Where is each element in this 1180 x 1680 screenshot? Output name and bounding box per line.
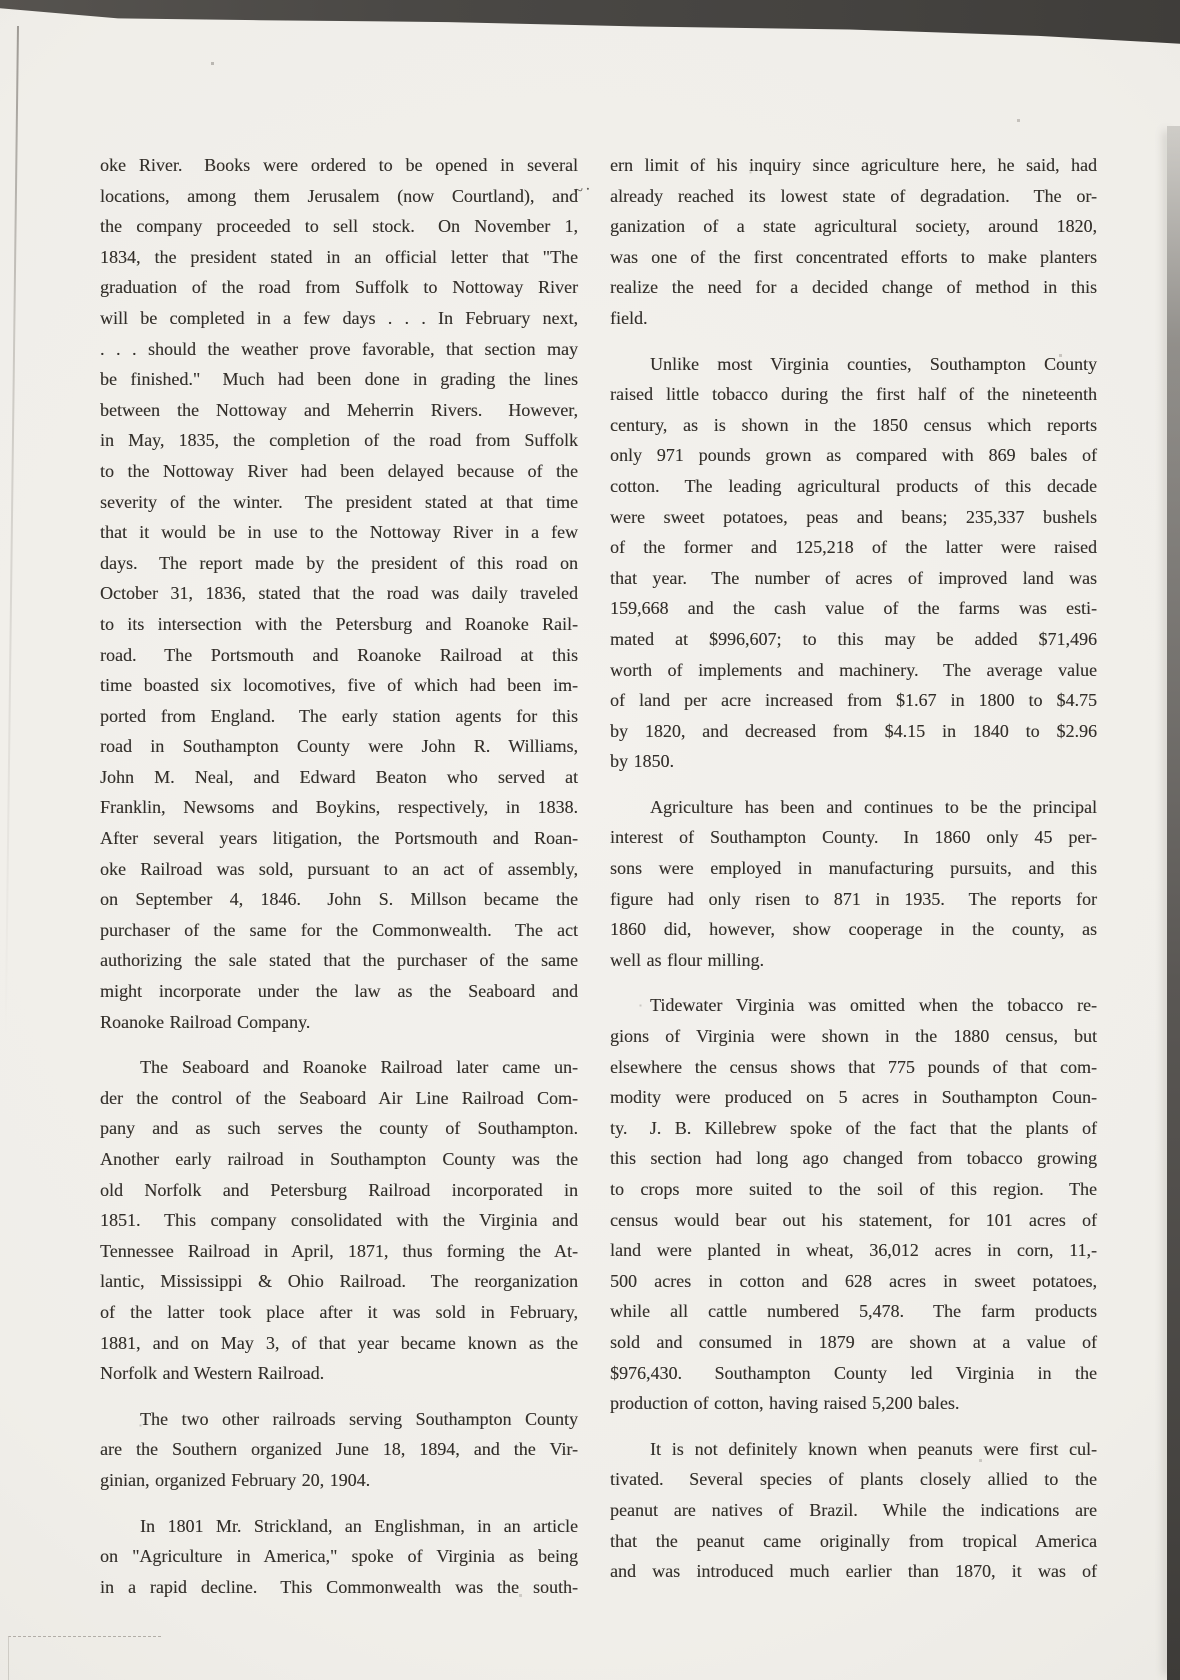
text-line: pany and as such serves the county of Southampton.	[100, 1118, 578, 1139]
text-line: only 971 pounds grown as compared with 869 bales of	[610, 445, 1097, 466]
scan-artifact	[8, 1636, 161, 1680]
text-line: October 31, 1836, stated that the road was daily traveled	[100, 583, 578, 604]
paragraph	[610, 990, 1097, 1418]
text-line: lantic, Mississippi & Ohio Railroad. The reorganization	[100, 1271, 578, 1292]
text-line: The two other railroads serving Southampton County	[140, 1408, 578, 1429]
text-columns	[100, 150, 1097, 1602]
text-line: that the peanut came originally from tropical America	[610, 1530, 1097, 1551]
left-column	[100, 150, 578, 1602]
text-line: peanut are natives of Brazil. While the indications are	[610, 1499, 1097, 1520]
text-line: oke River. Books were ordered to be opened in several	[100, 155, 578, 175]
text-line: of the former and 125,218 of the latter were raised	[610, 537, 1097, 558]
text-line: gions of Virginia were shown in the 1880 census, but	[610, 1026, 1097, 1047]
text-line: road in Southampton County were John R. Williams,	[100, 736, 578, 757]
text-line: elsewhere the census shows that 775 pounds of that com-	[610, 1056, 1097, 1077]
text-line: cotton. The leading agricultural products of this decade	[610, 475, 1097, 496]
text-line: ported from England. The early station agents for this	[100, 705, 578, 726]
text-line: by 1820, and decreased from $4.15 in 1840 to $2.96	[610, 720, 1097, 741]
text-line: severity of the winter. The president stated at that time	[100, 491, 578, 512]
text-line: 159,668 and the cash value of the farms was esti-	[610, 598, 1097, 619]
paragraph	[100, 1052, 578, 1389]
text-line: interest of Southampton County. In 1860 only 45 per-	[610, 827, 1097, 848]
paragraph	[100, 1404, 578, 1496]
paragraph	[610, 150, 1097, 334]
text-line: field.	[610, 307, 648, 328]
text-line: this section had long ago changed from tobacco growing	[610, 1148, 1097, 1169]
text-line: time boasted six locomotives, five of which had been im-	[100, 675, 578, 696]
paragraph	[610, 1434, 1097, 1587]
text-line: $976,430. Southampton County led Virginia in the	[610, 1362, 1097, 1383]
text-line: graduation of the road from Suffolk to Nottoway River	[100, 277, 578, 298]
text-line: In 1801 Mr. Strickland, an Englishman, in an article	[140, 1515, 578, 1536]
text-line: Agriculture has been and continues to be the principal	[650, 796, 1097, 817]
page-fold-line	[5, 26, 19, 1036]
scan-right-edge-shadow	[1167, 126, 1180, 1680]
text-line: century, as is shown in the 1850 census which reports	[610, 414, 1097, 435]
text-line: 500 acres in cotton and 628 acres in sweet potatoes,	[610, 1270, 1097, 1291]
text-line: Franklin, Newsoms and Boykins, respectively, in 1838.	[100, 797, 578, 818]
text-line: well as flour milling.	[610, 949, 764, 970]
text-line: sons were employed in manufacturing pursuits, and this	[610, 858, 1097, 879]
text-line: modity were produced on 5 acres in Southampton Coun-	[610, 1087, 1097, 1108]
text-line: the company proceeded to sell stock. On November 1,	[100, 216, 578, 237]
text-line: figure had only risen to 871 in 1935. The reports for	[610, 888, 1097, 909]
text-line: on September 4, 1846. John S. Millson became the	[100, 889, 578, 910]
text-line: It is not definitely known when peanuts were first cul-	[650, 1438, 1097, 1459]
text-line: . . . should the weather prove favorable, that section may	[100, 338, 578, 359]
pencil-margin-mark: ~·	[572, 178, 595, 201]
text-line: ty. J. B. Killebrew spoke of the fact that the plants of	[610, 1117, 1097, 1138]
text-line: 1860 did, however, show cooperage in the county, as	[610, 919, 1097, 940]
paragraph	[100, 150, 578, 1037]
text-line: worth of implements and machinery. The average value	[610, 659, 1097, 680]
text-line: land were planted in wheat, 36,012 acres in corn, 11,-	[610, 1240, 1097, 1261]
text-line: while all cattle numbered 5,478. The farm products	[610, 1301, 1097, 1322]
text-line: will be completed in a few days . . . In February next,	[100, 307, 578, 328]
text-line: Norfolk and Western Railroad.	[100, 1363, 325, 1384]
text-line: to its intersection with the Petersburg and Roanoke Rail-	[100, 613, 578, 634]
text-line: Roanoke Railroad Company.	[100, 1011, 311, 1032]
text-line: in May, 1835, the completion of the road from Suffolk	[100, 430, 578, 451]
text-line: was one of the first concentrated efforts to make planters	[610, 246, 1097, 267]
text-line: Unlike most Virginia counties, Southampton County	[650, 353, 1097, 374]
text-line: John M. Neal, and Edward Beaton who served at	[100, 766, 578, 787]
text-line: road. The Portsmouth and Roanoke Railroad at this	[100, 644, 578, 665]
text-line: are the Southern organized June 18, 1894, and the Vir-	[100, 1439, 578, 1460]
text-line: to the Nottoway River had been delayed because of the	[100, 460, 578, 481]
text-line: of land per acre increased from $1.67 in 1800 to $4.75	[610, 690, 1097, 711]
text-line: ginian, organized February 20, 1904.	[100, 1469, 371, 1490]
text-line: census would bear out his statement, for 101 acres of	[610, 1209, 1097, 1230]
text-line: in a rapid decline. This Commonwealth was the south-	[100, 1576, 578, 1597]
text-line: old Norfolk and Petersburg Railroad incorporated in	[100, 1179, 578, 1200]
text-line: that year. The number of acres of improved land was	[610, 567, 1097, 588]
text-line: and was introduced much earlier than 1870, it was of	[610, 1561, 1097, 1582]
text-line: sold and consumed in 1879 are shown at a value of	[610, 1331, 1097, 1352]
text-line: realize the need for a decided change of method in this	[610, 277, 1097, 298]
text-line: were sweet potatoes, peas and beans; 235,337 bushels	[610, 506, 1097, 527]
dust-specks	[0, 0, 1, 1]
text-line: 1881, and on May 3, of that year became known as the	[100, 1332, 578, 1353]
text-line: After several years litigation, the Portsmouth and Roan-	[100, 828, 578, 849]
paragraph	[610, 792, 1097, 976]
text-line: oke Railroad was sold, pursuant to an act of assembly,	[100, 858, 578, 879]
text-line: 1851. This company consolidated with the Virginia and	[100, 1210, 578, 1231]
text-line: The Seaboard and Roanoke Railroad later came un-	[140, 1057, 578, 1078]
text-line: might incorporate under the law as the Seaboard and	[100, 981, 578, 1002]
text-line: be finished." Much had been done in grading the lines	[100, 369, 578, 390]
scan-top-edge-shadow	[0, 0, 1180, 46]
text-line: on "Agriculture in America," spoke of Virginia as being	[100, 1546, 578, 1567]
text-line: days. The report made by the president of this road on	[100, 552, 578, 573]
text-line: purchaser of the same for the Commonwealth. The act	[100, 919, 578, 940]
text-line: ern limit of his inquiry since agriculture here, he said, had	[610, 155, 1097, 175]
text-line: by 1850.	[610, 751, 674, 772]
text-line: production of cotton, having raised 5,200 bales.	[610, 1393, 960, 1414]
text-line: to crops more suited to the soil of this region. The	[610, 1179, 1097, 1199]
text-line: that it would be in use to the Nottoway River in a few	[100, 522, 578, 543]
text-line: locations, among them Jerusalem (now Courtland), and	[100, 185, 578, 206]
text-line: between the Nottoway and Meherrin Rivers. However,	[100, 399, 578, 420]
text-line: 1834, the president stated in an official letter that "The	[100, 246, 578, 267]
text-line: der the control of the Seaboard Air Line Railroad Com-	[100, 1087, 578, 1108]
paragraph	[610, 349, 1097, 777]
text-line: tivated. Several species of plants closely allied to the	[610, 1469, 1097, 1490]
text-line: authorizing the sale stated that the purchaser of the same	[100, 950, 578, 971]
text-line: Tidewater Virginia was omitted when the tobacco re-	[650, 995, 1097, 1016]
right-column	[610, 150, 1097, 1602]
paragraph	[100, 1511, 578, 1603]
text-line: ganization of a state agricultural society, around 1820,	[610, 216, 1097, 237]
text-line: already reached its lowest state of degradation. The or-	[610, 185, 1097, 206]
text-line: mated at $996,607; to this may be added $71,496	[610, 628, 1097, 649]
text-line: Another early railroad in Southampton County was the	[100, 1149, 578, 1169]
text-line: of the latter took place after it was sold in February,	[100, 1301, 578, 1322]
text-line: Tennessee Railroad in April, 1871, thus forming the At-	[100, 1240, 578, 1261]
text-line: raised little tobacco during the first half of the nineteenth	[610, 384, 1097, 405]
